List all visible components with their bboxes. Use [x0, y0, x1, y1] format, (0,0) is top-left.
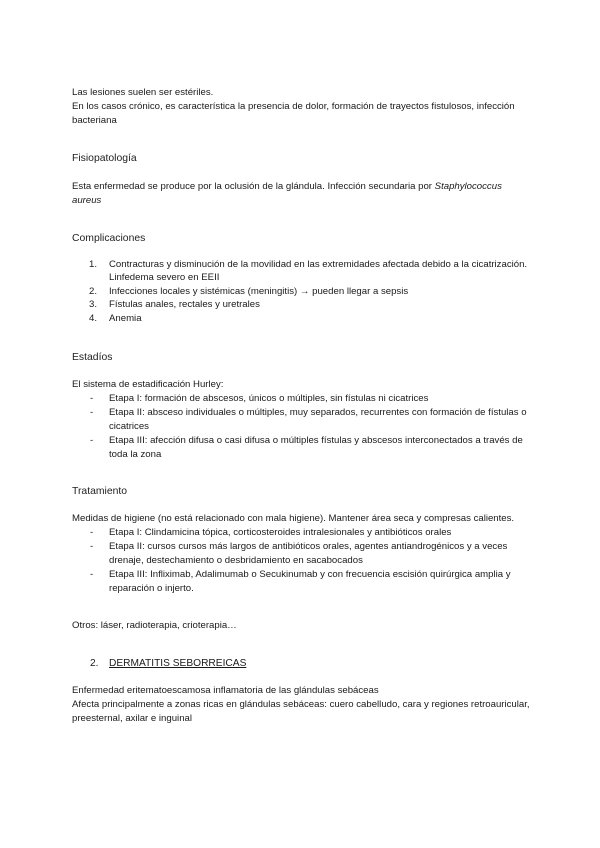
section-2-line-2: Afecta principalmente a zonas ricas en glándulas sebáceas: cuero cabelludo, cara y regiones retroauricular, preesternal, axilar e inguinal — [72, 699, 530, 724]
list-item — [72, 526, 532, 540]
list-item — [72, 434, 532, 462]
list-number: 3. — [89, 299, 98, 311]
estadios-heading: Estadíos — [72, 352, 113, 363]
intro-paragraph — [72, 86, 532, 128]
dash-bullet: - — [90, 541, 94, 552]
estadios-list — [72, 392, 532, 462]
section-title: DERMATITIS SEBORREICAS — [109, 658, 247, 669]
list-text: Etapa I: Clindamicina tópica, corticosteroides intralesionales y antibióticos orales — [109, 527, 452, 538]
tratamiento-otros: Otros: láser, radioterapia, crioterapia… — [72, 620, 237, 631]
list-text: Etapa II: cursos cursos más largos de antibióticos orales, agentes antiandrogénicos y a veces drenaje, destechamiento o desbridamiento en sacabocados — [109, 541, 508, 566]
list-text: Contracturas y disminución de la movilidad en las extremidades afectada debido a la cicatrización. Linfedema severo en EEII — [109, 259, 528, 284]
tratamiento-section — [72, 512, 532, 596]
list-item — [72, 285, 532, 298]
tratamiento-heading: Tratamiento — [72, 486, 128, 497]
list-number: 4. — [89, 312, 98, 324]
fisiopatologia-text: Esta enfermedad se produce por la oclusión de la glándula. Infección secundaria por — [72, 181, 432, 192]
list-text: Etapa I: formación de abscesos, únicos o múltiples, sin fístulas ni cicatrices — [109, 393, 429, 404]
list-item — [72, 312, 532, 325]
list-item — [72, 298, 532, 311]
complicaciones-heading: Complicaciones — [72, 233, 146, 244]
list-number: 2. — [89, 285, 98, 297]
section-number: 2. — [90, 658, 99, 669]
fisiopatologia-heading: Fisiopatología — [72, 153, 137, 164]
dash-bullet: - — [90, 407, 94, 418]
list-number: 1. — [89, 259, 98, 270]
list-text: Infecciones locales y sistémicas (meningitis) → pueden llegar a sepsis — [109, 285, 409, 297]
dash-bullet: - — [90, 569, 94, 580]
fisiopatologia-organism: Staphylococcus aureus — [72, 181, 502, 206]
list-text: Etapa II: absceso individuales o múltiples, muy separados, recurrentes con formación de fístulas o cicatrices — [109, 407, 527, 432]
section-2-line-1: Enfermedad eritematoescamosa inflamatoria de las glándulas sebáceas — [72, 685, 379, 696]
tratamiento-list — [72, 526, 532, 596]
list-text: Fístulas anales, rectales y uretrales — [109, 299, 260, 311]
dash-bullet: - — [90, 435, 94, 446]
list-text: Etapa III: afección difusa o casi difusa o múltiples fístulas y abscesos interconectados a través de toda la zona — [109, 435, 523, 460]
list-item — [72, 258, 532, 285]
list-item — [72, 392, 532, 406]
list-item — [72, 406, 532, 434]
fisiopatologia-paragraph — [72, 180, 532, 208]
list-text: Anemia — [109, 312, 142, 324]
list-text: Etapa III: Infliximab, Adalimumab o Secukinumab y con frecuencia escisión quirúrgica amplia y reparación o injerto. — [109, 569, 511, 594]
intro-line-2: En los casos crónico, es característica la presencia de dolor, formación de trayectos fistulosos, infección bacteriana — [72, 101, 515, 126]
list-item — [72, 540, 532, 568]
tratamiento-intro: Medidas de higiene (no está relacionado con mala higiene). Mantener área seca y compresas calientes. — [72, 513, 515, 524]
estadios-section — [72, 378, 532, 462]
dash-bullet: - — [90, 393, 94, 404]
estadios-intro: El sistema de estadificación Hurley: — [72, 379, 224, 390]
list-item — [72, 568, 532, 596]
intro-line-1: Las lesiones suelen ser estériles. — [72, 87, 214, 98]
section-2-paragraph — [72, 684, 532, 726]
complicaciones-list — [72, 258, 532, 325]
dash-bullet: - — [90, 527, 94, 538]
